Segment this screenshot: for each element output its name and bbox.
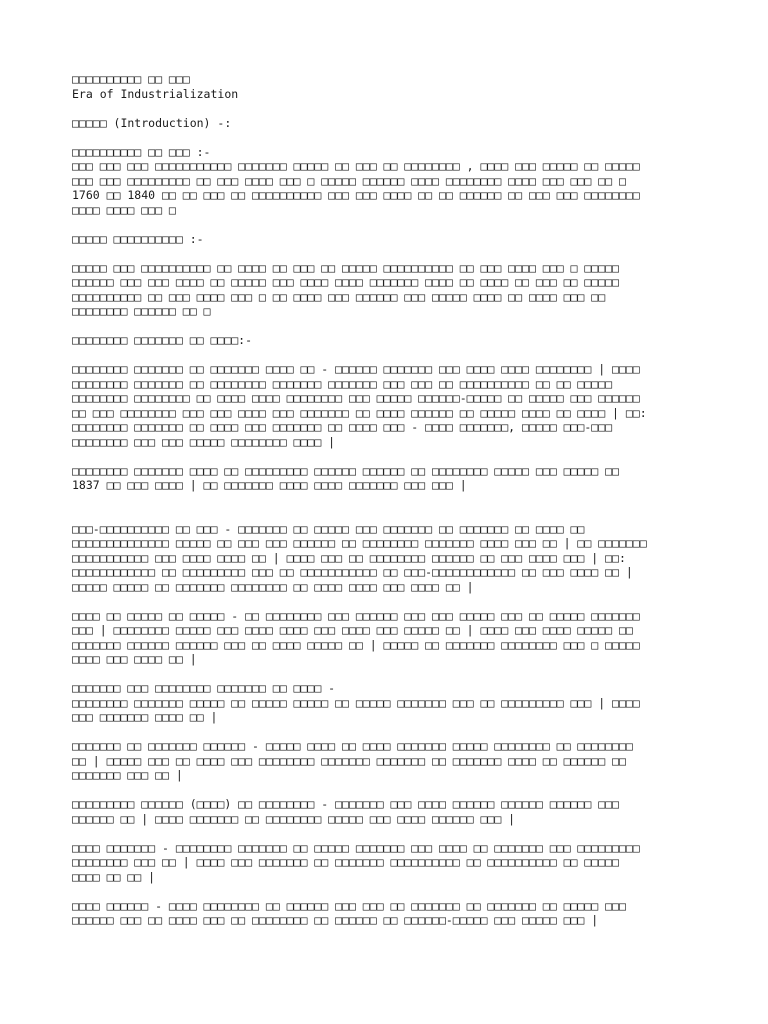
paragraph-line: □□□□ □□ □□□□□ □□ □□□□□ - □□ □□□□□□□□ □□□ □□□□□□ □□□ □□□ □□□□□ □□□ □□ □□□□□ □□□□□□□: [72, 608, 640, 623]
section: [72, 899, 700, 928]
section: [72, 333, 700, 449]
paragraph-line: □□□□□□□□ □□□□□□□ □□□□□ □□ □□□□□ □□□□□ □□ □□□□□ □□□□□□□ □□□ □□ □□□□□□□□□ □□□ | □□□□: [72, 695, 640, 710]
paragraph-line: □□□□□ □□□ □□□□□□□□□□ □□ □□□□ □□ □□□ □□ □□□□□ □□□□□□□□□□ □□ □□□ □□□□ □□□ □ □□□□□: [72, 260, 619, 275]
paragraph-line: □□□ □□□ □□□□□□□□□ □□ □□□ □□□□ □□□ □ □□□□□ □□□□□□ □□□□ □□□□□□□□ □□□□ □□□ □□□ □□ □: [72, 173, 626, 188]
section: [72, 841, 700, 885]
paragraph-line: □□□□□□□□ □□□□□□□ □□ □□□□□□□ □□□□ □□ - □□□□□□ □□□□□□□ □□□ □□□□ □□□□ □□□□□□□□ | □□□□: [72, 362, 640, 376]
paragraph-line: □□□□□□□□ □□□□□□ □□ □: [72, 304, 211, 318]
section: [72, 232, 700, 319]
paragraph-line: □□□□□□□□□□ □□ □□□ □□□□ □□□ □ □□ □□□□ □□□ □□□□□□ □□□ □□□□□ □□□□ □□ □□□□ □□□ □□: [72, 289, 606, 304]
section-heading: □□□□□□□□□□ □□ □□□ :-: [72, 144, 211, 159]
paragraph-line: □□□ □□□ □□□ □□□□□□□□□□□ □□□□□□□ □□□□□ □□ □□□ □□ □□□□□□□□ , □□□□ □□□ □□□□□ □□ □□□□□: [72, 159, 640, 173]
section-heading: □□□□□□□□ □□□□□□□ □□ □□□□:-: [72, 333, 253, 347]
section-heading: □□□□□□□ □□□ □□□□□□□□ □□□□□□□ □□ □□□□ -: [72, 681, 336, 695]
paragraph-line: 1837 □□ □□□ □□□□ | □□ □□□□□□□ □□□□ □□□□ □□□□□□□ □□□ □□□ |: [72, 478, 467, 492]
section: [72, 797, 700, 826]
paragraph-line: □□□□□□□□ □□□□□□□ □□□□ □□ □□□□□□□□□ □□□□□□ □□□□□□ □□ □□□□□□□□ □□□□□ □□□ □□□□□ □□: [72, 463, 619, 478]
paragraph-line: □□□□□□ □□ | □□□□ □□□□□□□ □□ □□□□□□□□ □□□□□ □□□ □□□□ □□□□□□ □□□ |: [72, 811, 516, 826]
paragraph-line: □□□□□□□ □□□□□□ □□□□□□ □□□ □□ □□□□ □□□□□ □□ | □□□□□ □□ □□□□□□□ □□□□□□□□ □□□ □ □□□□□: [72, 637, 640, 652]
paragraph-line: □□□-□□□□□□□□□□ □□ □□□ - □□□□□□□ □□ □□□□□ □□□ □□□□□□□ □□ □□□□□□□ □□ □□□□ □□: [72, 521, 585, 536]
document-title-hindi: □□□□□□□□□□ □□ □□□: [72, 72, 190, 86]
paragraph-line: □□□□□□□□□□□ □□□ □□□□ □□□□ □□ | □□□□ □□□ □□ □□□□□□□□ □□□□□□ □□ □□□ □□□□ □□□ | □□:: [72, 550, 626, 565]
paragraph-line: □□□□□□□□ □□□□□□□ □□ □□□□□□□□ □□□□□□□ □□□□□□□ □□□ □□□ □□ □□□□□□□□□□ □□ □□ □□□□□: [72, 376, 613, 391]
paragraph-line: □□□□□□□ □□ □□□□□□□ □□□□□□ - □□□□□ □□□□ □□ □□□□ □□□□□□□ □□□□□ □□□□□□□□ □□ □□□□□□□□: [72, 739, 633, 753]
paragraph-line: □□□ | □□□□□□□□ □□□□□ □□□ □□□□ □□□□ □□□ □□□□ □□□ □□□□□ □□ | □□□□ □□□ □□□□ □□□□□ □□: [72, 623, 633, 637]
paragraph-line: □□□□ □□ □□ |: [72, 869, 156, 884]
section-heading: □□□□□ □□□□□□□□□□ :-: [72, 231, 204, 246]
paragraph-line: □□□□ □□□□□□□ - □□□□□□□□ □□□□□□□ □□ □□□□□ □□□□□□□ □□□ □□□□ □□ □□□□□□□ □□□ □□□□□□□□□: [72, 840, 640, 855]
section: [72, 464, 700, 493]
section: [72, 739, 700, 783]
paragraph-line: □□□□□□□□□□□□□□ □□□□□ □□ □□□ □□□ □□□□□□ □□ □□□□□□□□ □□□□□□□ □□□□ □□□ □□ | □□ □□□□□□□: [72, 536, 647, 550]
paragraph-line: □□ □□□ □□□□□□□□ □□□ □□□ □□□□ □□□ □□□□□□□ □□ □□□□ □□□□□□ □□ □□□□□ □□□□ □□ □□□□ | □□:: [72, 405, 647, 420]
section: [72, 609, 700, 667]
paragraph-line: □□□□□□□□ □□□ □□ | □□□□ □□□ □□□□□□□ □□ □□□□□□□ □□□□□□□□□□ □□ □□□□□□□□□□ □□ □□□□□: [72, 855, 619, 869]
document-title: Era of Industrialization: [72, 86, 239, 101]
paragraph-line: □□□□□□□ □□□ □□ |: [72, 768, 183, 782]
paragraph-line: □□□□□□□□□ □□□□□□ (□□□□) □□ □□□□□□□□ - □□□□□□□ □□□ □□□□ □□□□□□ □□□□□□ □□□□□□ □□□: [72, 797, 619, 811]
paragraph-line: □□□□ □□□□ □□□ □: [72, 202, 176, 217]
paragraph-line: □□□□□□ □□□ □□ □□□□ □□□ □□ □□□□□□□□ □□ □□□□□□ □□ □□□□□□-□□□□□ □□□ □□□□□ □□□ |: [72, 913, 599, 927]
section: [72, 522, 700, 595]
paragraph-line: □□□□□□□□ □□□□□□□□ □□ □□□□ □□□□ □□□□□□□□ □□□ □□□□□ □□□□□□-□□□□□ □□ □□□□□ □□□ □□□□□□: [72, 391, 640, 405]
paragraph-line: □□□□□□ □□□ □□□ □□□□ □□ □□□□□ □□□ □□□□ □□□□ □□□□□□□ □□□□ □□ □□□□ □□ □□□ □□ □□□□□: [72, 275, 619, 289]
section: [72, 145, 700, 218]
paragraph-line: □□□□ □□□ □□□□ □□ |: [72, 652, 197, 666]
paragraph-line: □□□ □□□□□□□ □□□□ □□ |: [72, 710, 218, 724]
paragraph-line: □□□□□□□□□□□□ □□ □□□□□□□□□ □□□ □□ □□□□□□□□□□□ □□ □□□-□□□□□□□□□□□□ □□ □□□ □□□□ □□ |: [72, 565, 633, 579]
paragraph-line: □□□□□□□□ □□□□□□□ □□ □□□□ □□□ □□□□□□□ □□ □□□□ □□□ - □□□□ □□□□□□□, □□□□□ □□□-□□□: [72, 420, 613, 434]
intro-heading: □□□□□ (Introduction) -:: [72, 115, 232, 130]
paragraph-line: □□□□□□□□ □□□ □□□ □□□□□ □□□□□□□□ □□□□ |: [72, 434, 336, 449]
paragraph-line: 1760 □□ 1840 □□ □□ □□□ □□ □□□□□□□□□□ □□□ □□□ □□□□ □□ □□ □□□□□□ □□ □□□ □□□ □□□□□□□□: [72, 188, 640, 202]
document-page: [72, 72, 700, 928]
paragraph-line: □□□□ □□□□□□ - □□□□ □□□□□□□□ □□ □□□□□□ □□□ □□□ □□ □□□□□□□ □□ □□□□□□□ □□ □□□□□ □□□: [72, 898, 626, 913]
section: [72, 681, 700, 725]
paragraph-line: □□□□□ □□□□□ □□ □□□□□□□ □□□□□□□□ □□ □□□□ □□□□ □□□ □□□□ □□ |: [72, 579, 474, 594]
paragraph-line: □□ | □□□□□ □□□ □□ □□□□ □□□ □□□□□□□□ □□□□□□□ □□□□□□□ □□ □□□□□□□ □□□□ □□ □□□□□□ □□: [72, 753, 626, 768]
